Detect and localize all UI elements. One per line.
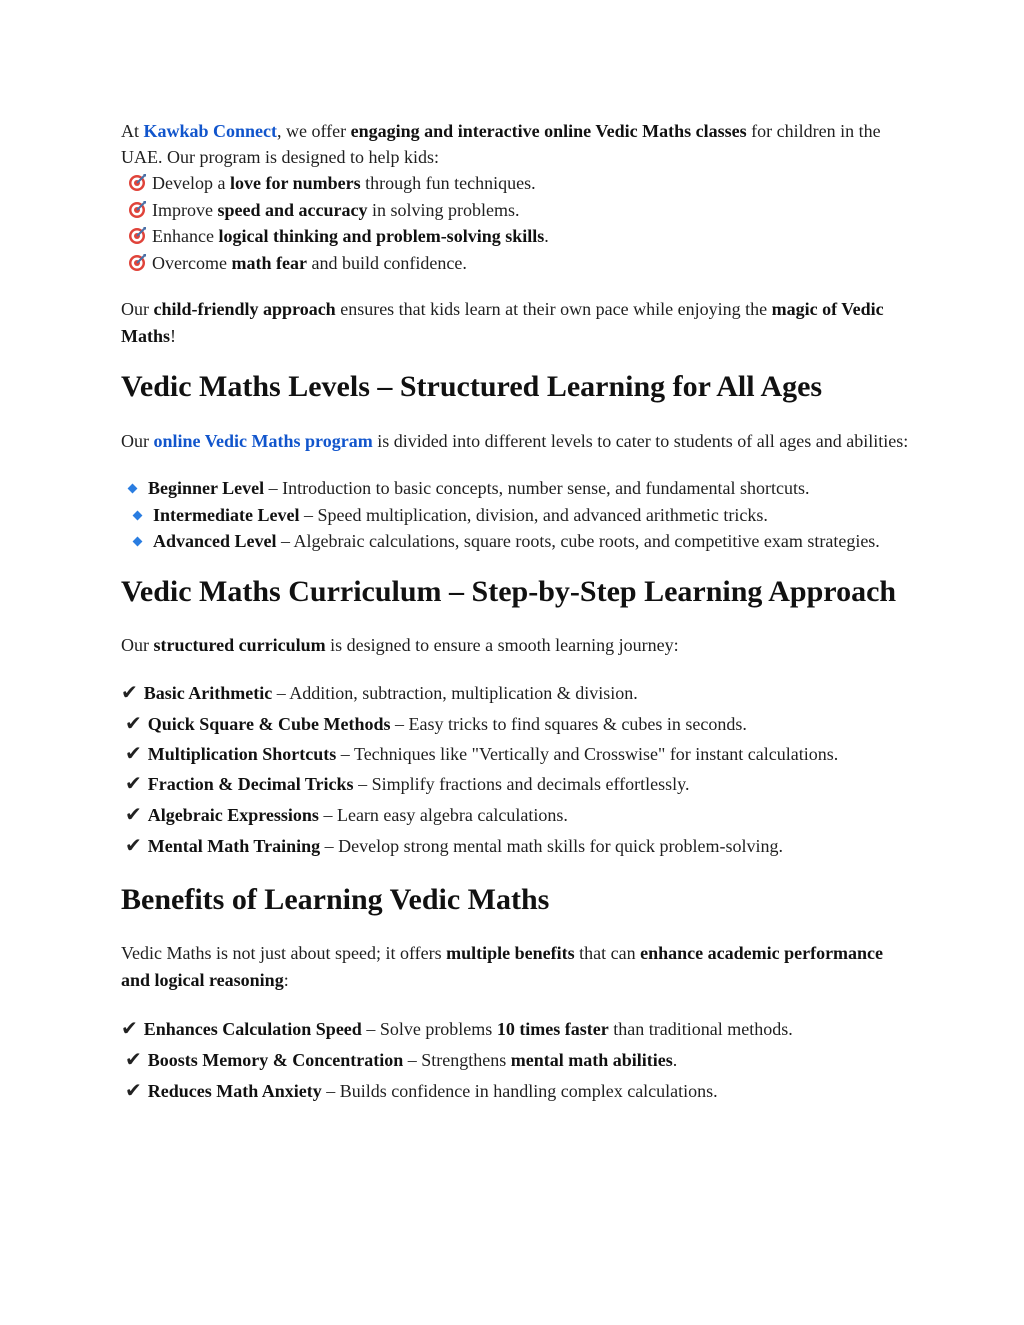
curriculum-item-bold: Multiplication Shortcuts [147,743,337,764]
curriculum-item-text: – Learn easy algebra calculations. [318,804,568,825]
benefits-list [121,1013,911,1106]
intro-text: for children in the UAE. Our program is designed to help kids: [121,121,881,167]
checkmark-icon: ✔ [121,679,138,704]
checkmark-icon: ✔ [125,710,142,735]
benefit-text: – Solve problems [361,1018,497,1039]
approach-text: ! [170,326,176,346]
approach-bold: magic of Vedic Maths [121,299,884,346]
goals-list [121,170,911,276]
level-bold: Beginner Level [148,478,265,498]
approach-text: ensures that kids learn at their own pace while enjoying the [335,299,772,319]
approach-text: Our [121,299,154,319]
benefits-heading: Benefits of Learning Vedic Maths [121,882,550,916]
level-bold: Intermediate Level [153,504,300,525]
levels-text: is divided into different levels to cater to students of all ages and abilities: [372,431,909,451]
benefit-bold: Reduces Math Anxiety [147,1080,322,1101]
benefit-bold: Boosts Memory & Concentration [147,1049,404,1070]
benefits-text: : [283,969,289,990]
benefit-item [121,1013,911,1044]
goal-text: Overcome [152,252,232,273]
level-item [121,528,911,555]
curriculum-bold: structured curriculum [153,634,326,655]
target-icon [128,200,147,219]
curriculum-item [121,739,911,768]
goal-item [121,197,911,224]
curriculum-item-text: – Simplify fractions and decimals effortlessly. [353,773,690,794]
curriculum-item-bold: Mental Math Training [147,835,321,856]
benefit-text: . [672,1049,678,1070]
checkmark-icon: ✔ [125,1046,142,1071]
goal-text: . [544,226,549,246]
curriculum-text: Our [121,634,154,655]
levels-paragraph [121,428,911,455]
target-icon [128,173,147,192]
levels-text: Our [121,431,154,451]
curriculum-item [121,708,911,739]
benefit-item [121,1075,911,1106]
checkmark-icon: ✔ [125,801,142,826]
approach-bold: child-friendly approach [153,299,336,319]
diamond-bullet-icon [128,484,138,494]
benefits-bold: enhance academic performance and logical reasoning [121,942,884,990]
goal-item [121,250,911,277]
levels-list [121,475,911,555]
checkmark-icon: ✔ [125,770,142,795]
benefits-text: Vedic Maths is not just about speed; it offers [121,942,447,963]
goal-bold: speed and accuracy [217,199,368,220]
benefit-text: – Strengthens [403,1049,511,1070]
goal-text: Improve [152,199,218,220]
curriculum-item [121,799,911,830]
curriculum-item [121,677,911,708]
curriculum-item-bold: Basic Arithmetic [143,682,273,703]
benefit-bold: mental math abilities [510,1049,673,1070]
goal-bold: math fear [231,252,307,273]
checkmark-icon: ✔ [125,832,142,857]
curriculum-list [121,677,911,861]
diamond-bullet-icon [133,510,143,520]
curriculum-item-text: – Addition, subtraction, multiplication & division. [272,682,638,703]
curriculum-text: is designed to ensure a smooth learning journey: [325,634,679,655]
level-text: – Speed multiplication, division, and advanced arithmetic tricks. [299,504,768,525]
approach-paragraph [121,296,911,350]
benefits-bold: multiple benefits [446,942,575,963]
benefit-text: – Builds confidence in handling complex calculations. [321,1080,718,1101]
goal-item [121,223,911,250]
goal-text: Enhance [152,226,219,246]
benefits-text: that can [574,942,641,963]
benefit-text: than traditional methods. [608,1018,793,1039]
level-item [121,475,911,502]
brand-link[interactable]: Kawkab Connect [143,121,278,141]
curriculum-item-bold: Algebraic Expressions [147,804,319,825]
curriculum-paragraph [121,632,911,659]
curriculum-item-bold: Quick Square & Cube Methods [147,713,391,734]
intro-text: , we offer [277,121,351,141]
checkmark-icon: ✔ [125,740,142,765]
benefit-bold: Enhances Calculation Speed [143,1018,362,1039]
intro-text: At [121,121,144,141]
goal-text: in solving problems. [367,199,520,220]
intro-paragraph [121,118,911,170]
program-link[interactable]: online Vedic Maths program [153,431,373,451]
goal-text: and build confidence. [306,252,467,273]
level-bold: Advanced Level [153,531,277,551]
benefits-paragraph [121,940,911,994]
curriculum-heading: Vedic Maths Curriculum – Step-by-Step Learning Approach [121,574,897,608]
curriculum-item [121,768,911,799]
benefit-bold: 10 times faster [496,1018,609,1039]
target-icon [128,253,147,272]
diamond-bullet-icon [133,537,143,547]
document-page [121,118,911,1106]
goal-text: Develop a [152,173,230,193]
goal-item [121,170,911,197]
checkmark-icon: ✔ [121,1015,138,1040]
curriculum-item-bold: Fraction & Decimal Tricks [147,773,354,794]
curriculum-item-text: – Techniques like "Vertically and Crosswise" for instant calculations. [336,743,839,764]
goal-bold: love for numbers [229,173,361,193]
level-text: – Introduction to basic concepts, number sense, and fundamental shortcuts. [264,478,810,498]
level-item [121,502,911,529]
levels-heading: Vedic Maths Levels – Structured Learning for All Ages [121,370,823,403]
checkmark-icon: ✔ [125,1077,142,1102]
goal-text: through fun techniques. [360,173,536,193]
level-text: – Algebraic calculations, square roots, cube roots, and competitive exam strategies. [276,531,880,551]
benefit-item [121,1044,911,1075]
curriculum-item [121,830,911,861]
intro-bold: engaging and interactive online Vedic Maths classes [350,121,747,141]
curriculum-item-text: – Develop strong mental math skills for quick problem-solving. [320,835,784,856]
goal-bold: logical thinking and problem-solving skills [218,226,545,246]
curriculum-item-text: – Easy tricks to find squares & cubes in seconds. [390,713,747,734]
target-icon [128,226,147,245]
